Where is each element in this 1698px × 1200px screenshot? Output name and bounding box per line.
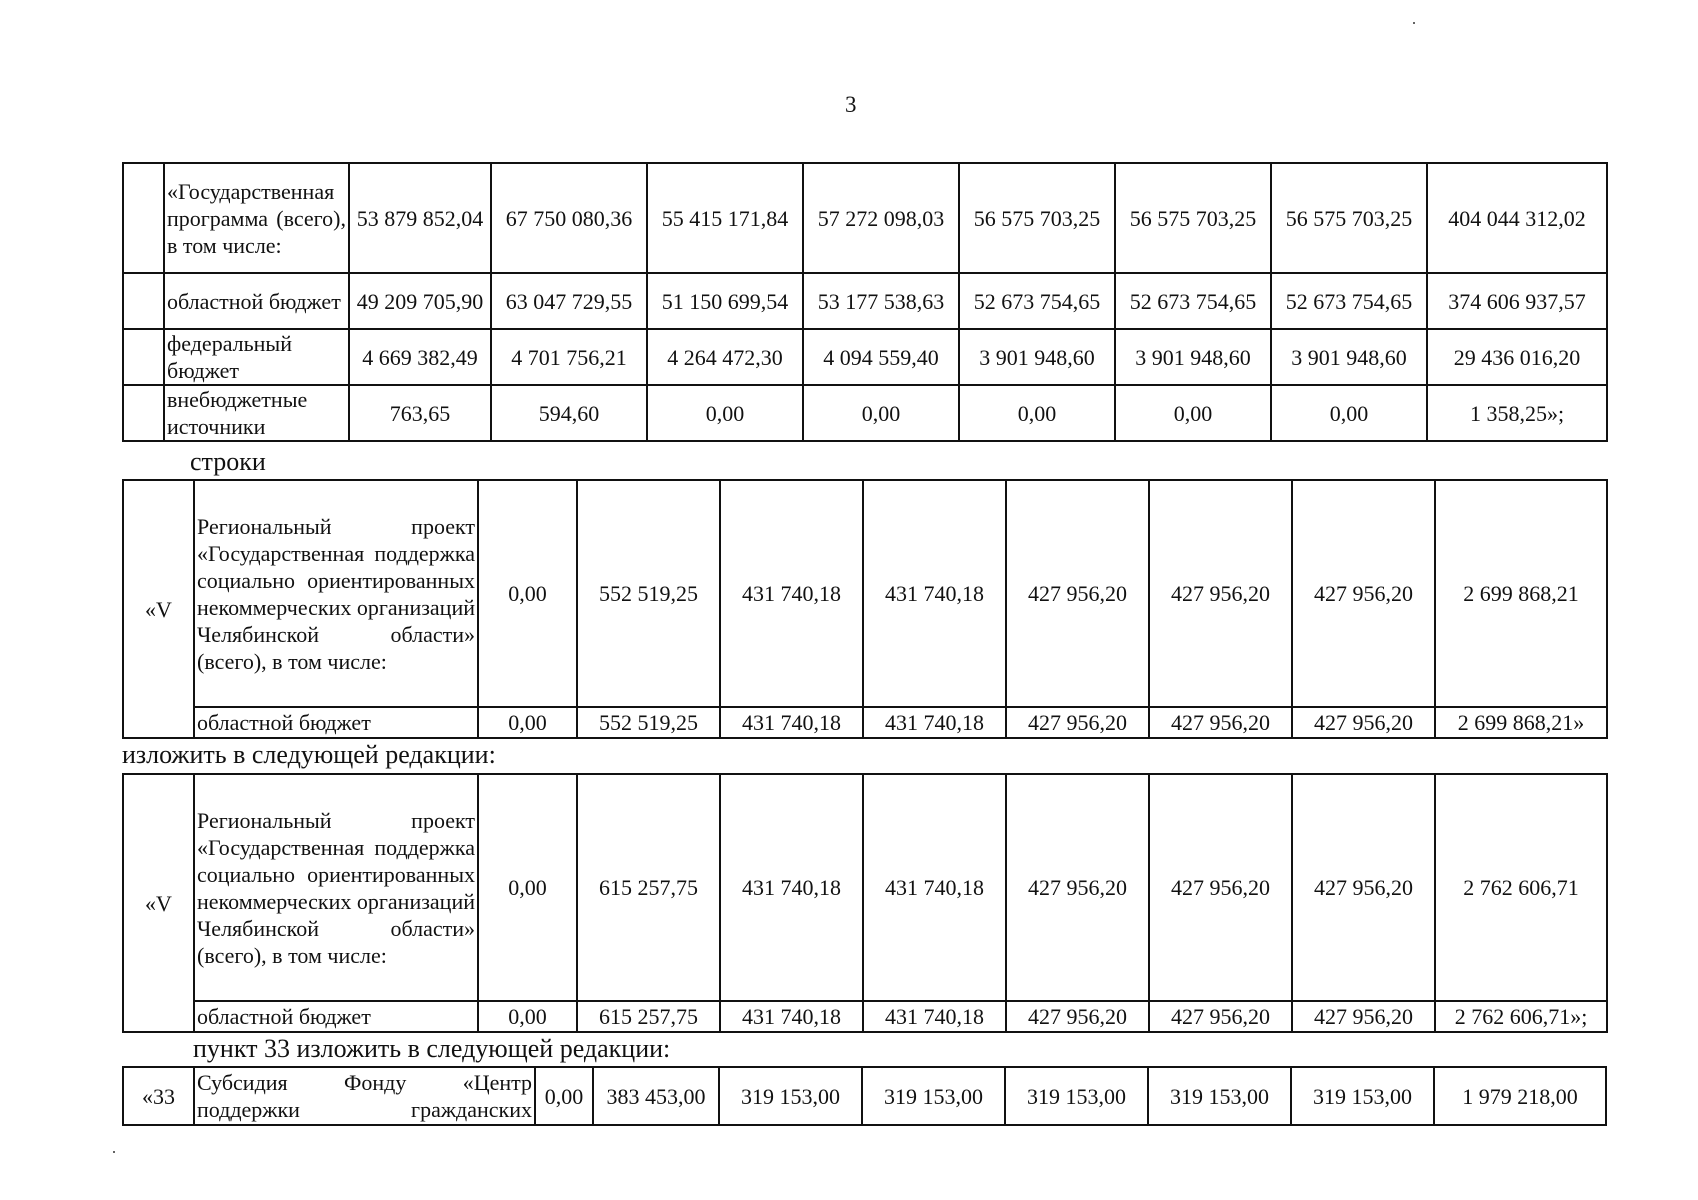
row-label: областной бюджет bbox=[194, 707, 478, 738]
caption-point: пункт 33 изложить в следующей редакции: bbox=[193, 1034, 671, 1063]
row-marker: «33 bbox=[123, 1067, 194, 1125]
table-cell: 383 453,00 bbox=[593, 1067, 719, 1125]
table-cell: 4 669 382,49 bbox=[349, 329, 491, 385]
table-cell: 52 673 754,65 bbox=[1271, 273, 1427, 329]
table-cell: 3 901 948,60 bbox=[1115, 329, 1271, 385]
row-label: областной бюджет bbox=[194, 1001, 478, 1032]
row-label: областной бюджет bbox=[164, 273, 349, 329]
table-cell: 1 979 218,00 bbox=[1434, 1067, 1606, 1125]
table-cell: 55 415 171,84 bbox=[647, 163, 803, 273]
table-cell: 431 740,18 bbox=[863, 480, 1006, 707]
table-cell: 427 956,20 bbox=[1006, 774, 1149, 1001]
table-cell: 0,00 bbox=[959, 385, 1115, 441]
table-row bbox=[123, 1001, 1607, 1032]
table-cell: 56 575 703,25 bbox=[959, 163, 1115, 273]
table-cell: 552 519,25 bbox=[577, 707, 720, 738]
table-cell: 56 575 703,25 bbox=[1115, 163, 1271, 273]
table-cell: 51 150 699,54 bbox=[647, 273, 803, 329]
table-cell: 29 436 016,20 bbox=[1427, 329, 1607, 385]
table-cell: 431 740,18 bbox=[863, 1001, 1006, 1032]
table-cell: 2 699 868,21 bbox=[1435, 480, 1607, 707]
row-label: Региональный проект «Государственная поддержка социально ориентированных некоммерческих организаций Челябинской области» (всего), в том числе: bbox=[194, 480, 478, 707]
table-cell: 404 044 312,02 bbox=[1427, 163, 1607, 273]
table-cell: 431 740,18 bbox=[720, 480, 863, 707]
table-cell: 49 209 705,90 bbox=[349, 273, 491, 329]
table-cell: 427 956,20 bbox=[1292, 774, 1435, 1001]
table-cell: 431 740,18 bbox=[720, 707, 863, 738]
table-cell: 56 575 703,25 bbox=[1271, 163, 1427, 273]
table-cell: 615 257,75 bbox=[577, 1001, 720, 1032]
scan-speck bbox=[1413, 22, 1415, 24]
table-cell: 319 153,00 bbox=[862, 1067, 1005, 1125]
table-cell: 3 901 948,60 bbox=[959, 329, 1115, 385]
table-cell: 431 740,18 bbox=[863, 707, 1006, 738]
row-label: «Государственная программа (всего), в том числе: bbox=[164, 163, 349, 273]
table-row bbox=[123, 1067, 1606, 1125]
table-row bbox=[123, 774, 1607, 1001]
table-row bbox=[123, 329, 1607, 385]
row-marker: «V bbox=[123, 480, 194, 738]
table-cell: 319 153,00 bbox=[1005, 1067, 1148, 1125]
table-cell: 0,00 bbox=[1271, 385, 1427, 441]
table-cell: 427 956,20 bbox=[1149, 774, 1292, 1001]
row-label: федеральный бюджет bbox=[164, 329, 349, 385]
table-cell: 319 153,00 bbox=[1148, 1067, 1291, 1125]
table-cell: 0,00 bbox=[535, 1067, 593, 1125]
caption-edit: изложить в следующей редакции: bbox=[122, 740, 496, 769]
table-cell: 427 956,20 bbox=[1006, 480, 1149, 707]
table-cell: 0,00 bbox=[478, 1001, 577, 1032]
table-cell: 427 956,20 bbox=[1292, 480, 1435, 707]
table-cell: 0,00 bbox=[1115, 385, 1271, 441]
row-label: Субсидия Фонду «Центр поддержки гражданских bbox=[194, 1067, 535, 1125]
table-cell: 431 740,18 bbox=[720, 1001, 863, 1032]
table-cell: 2 762 606,71 bbox=[1435, 774, 1607, 1001]
table-cell: 52 673 754,65 bbox=[1115, 273, 1271, 329]
table-cell: 594,60 bbox=[491, 385, 647, 441]
table-cell: 427 956,20 bbox=[1149, 707, 1292, 738]
point-33-table bbox=[122, 1066, 1607, 1126]
table-cell: 3 901 948,60 bbox=[1271, 329, 1427, 385]
table-cell: 1 358,25»; bbox=[1427, 385, 1607, 441]
table-cell: 615 257,75 bbox=[577, 774, 720, 1001]
table-cell: 427 956,20 bbox=[1006, 1001, 1149, 1032]
row-label: Региональный проект «Государственная поддержка социально ориентированных некоммерческих организаций Челябинской области» (всего), в том числе: bbox=[194, 774, 478, 1001]
program-totals-table bbox=[122, 162, 1608, 442]
table-cell: 431 740,18 bbox=[720, 774, 863, 1001]
table-cell: 57 272 098,03 bbox=[803, 163, 959, 273]
table-row bbox=[123, 707, 1607, 738]
table-cell: 4 701 756,21 bbox=[491, 329, 647, 385]
table-cell: 0,00 bbox=[803, 385, 959, 441]
table-cell: 319 153,00 bbox=[1291, 1067, 1434, 1125]
table-row bbox=[123, 480, 1607, 707]
table-cell: 427 956,20 bbox=[1292, 707, 1435, 738]
table-cell: 4 264 472,30 bbox=[647, 329, 803, 385]
table-cell: 52 673 754,65 bbox=[959, 273, 1115, 329]
table-cell: 2 699 868,21» bbox=[1435, 707, 1607, 738]
table-cell: 63 047 729,55 bbox=[491, 273, 647, 329]
table-cell: 53 879 852,04 bbox=[349, 163, 491, 273]
scan-speck bbox=[113, 1151, 115, 1153]
table-row bbox=[123, 273, 1607, 329]
new-project-table bbox=[122, 773, 1608, 1033]
table-cell: 427 956,20 bbox=[1149, 480, 1292, 707]
table-cell: 427 956,20 bbox=[1292, 1001, 1435, 1032]
table-row bbox=[123, 163, 1607, 273]
table-cell: 67 750 080,36 bbox=[491, 163, 647, 273]
table-cell: 0,00 bbox=[478, 774, 577, 1001]
table-cell: 53 177 538,63 bbox=[803, 273, 959, 329]
table-cell: 552 519,25 bbox=[577, 480, 720, 707]
table-cell: 427 956,20 bbox=[1006, 707, 1149, 738]
table-cell: 319 153,00 bbox=[719, 1067, 862, 1125]
table-cell: 0,00 bbox=[647, 385, 803, 441]
row-label: внебюджетные источники bbox=[164, 385, 349, 441]
table-cell: 0,00 bbox=[478, 480, 577, 707]
old-project-table bbox=[122, 479, 1608, 739]
table-cell: 4 094 559,40 bbox=[803, 329, 959, 385]
table-row bbox=[123, 385, 1607, 441]
page-number: 3 bbox=[845, 92, 857, 117]
table-cell: 763,65 bbox=[349, 385, 491, 441]
table-cell: 374 606 937,57 bbox=[1427, 273, 1607, 329]
table-cell: 2 762 606,71»; bbox=[1435, 1001, 1607, 1032]
table-cell: 0,00 bbox=[478, 707, 577, 738]
table-cell: 427 956,20 bbox=[1149, 1001, 1292, 1032]
row-marker: «V bbox=[123, 774, 194, 1032]
table-cell: 431 740,18 bbox=[863, 774, 1006, 1001]
caption-rows: строки bbox=[190, 447, 266, 476]
